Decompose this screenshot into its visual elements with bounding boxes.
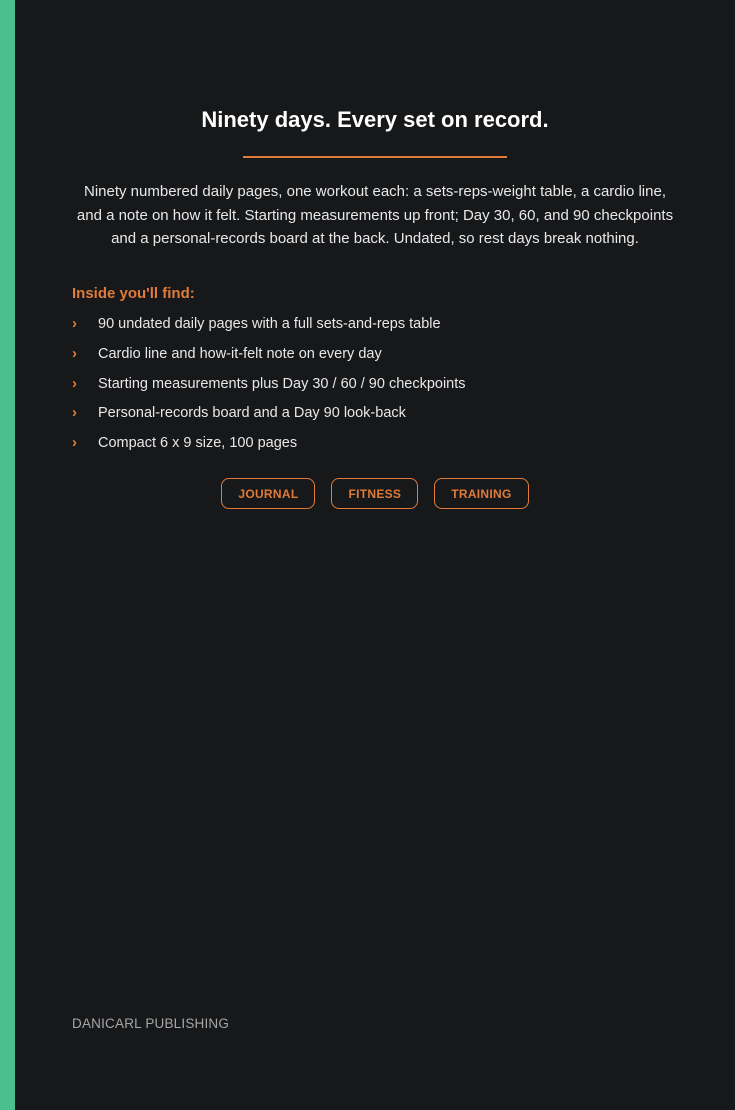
feature-text: Compact 6 x 9 size, 100 pages xyxy=(98,435,298,451)
tag-fitness: FITNESS xyxy=(331,478,418,509)
publisher-name: DANICARL PUBLISHING xyxy=(72,1016,230,1031)
features-heading: Inside you'll find: xyxy=(72,285,195,302)
chevron-right-icon: › xyxy=(72,374,77,392)
chevron-right-icon: › xyxy=(72,344,77,362)
feature-text: Cardio line and how-it-felt note on every day xyxy=(98,345,382,362)
tag-training: TRAINING xyxy=(434,478,528,509)
tag-journal: JOURNAL xyxy=(221,478,315,509)
page-title: Ninety days. Every set on record. xyxy=(201,107,549,132)
chevron-right-icon: › xyxy=(72,434,77,451)
description-text: Ninety numbered daily pages, one workout each: a sets-reps-weight table, a cardio line, and a note on how it felt. Starting measurements up front; Day 30, 60, and 90 checkpoints and a personal-records board at the back. Undated, so rest days break nothing. xyxy=(76,183,674,247)
feature-text: Starting measurements plus Day 30 / 60 / 90 checkpoints xyxy=(98,375,466,392)
tag-list xyxy=(15,478,735,509)
title-divider xyxy=(243,156,507,158)
chevron-right-icon: › xyxy=(72,404,77,422)
chevron-right-icon: › xyxy=(72,315,77,332)
feature-text: Personal-records board and a Day 90 look-back xyxy=(98,405,406,422)
spine-stripe xyxy=(0,0,15,1110)
feature-text: 90 undated daily pages with a full sets-and-reps table xyxy=(98,316,441,332)
